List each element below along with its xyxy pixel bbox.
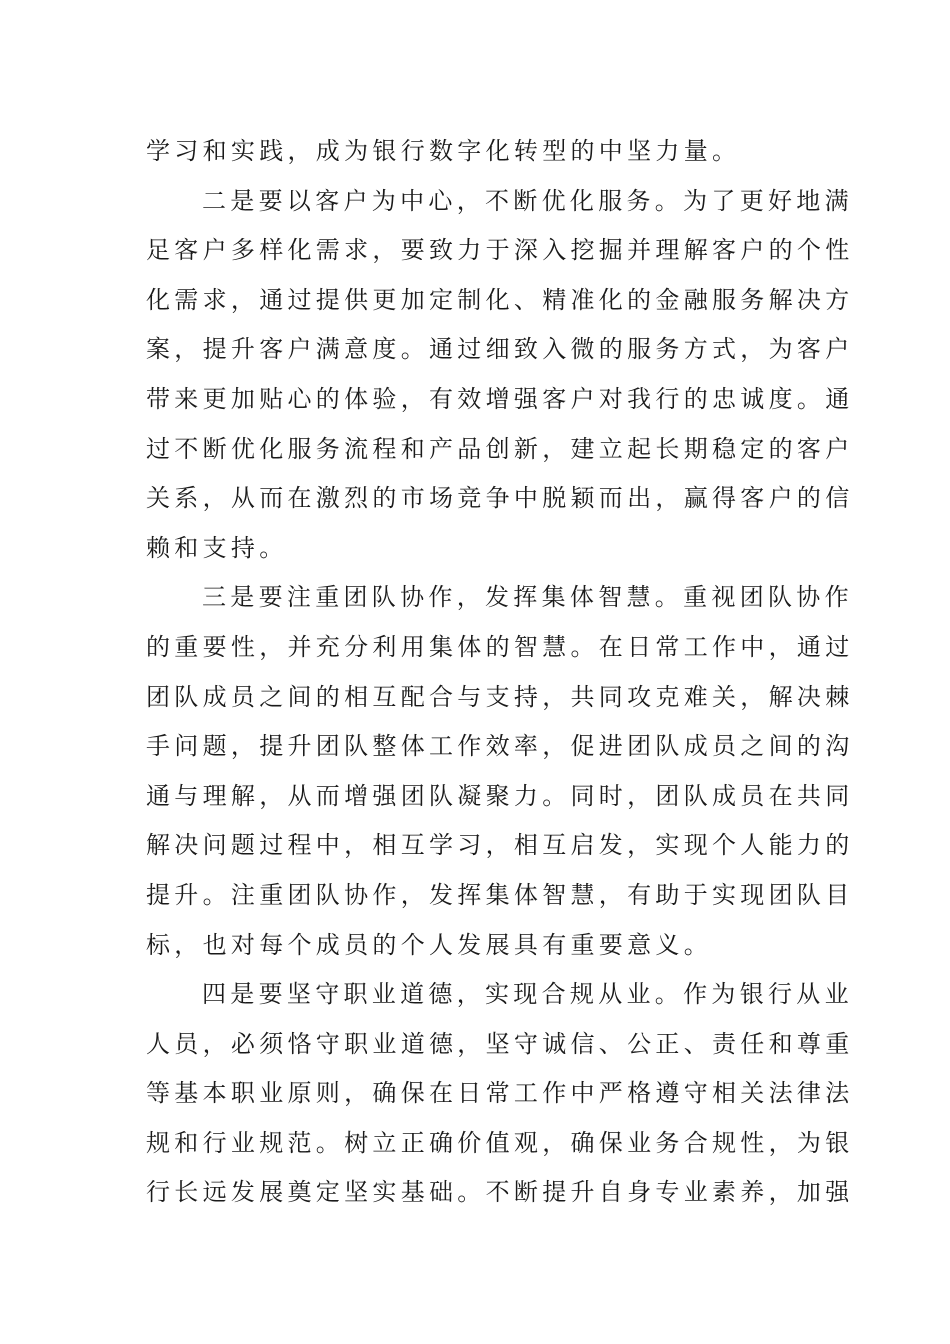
text-line: 的重要性，并充分利用集体的智慧。在日常工作中，通过: [146, 632, 854, 661]
text-line: 足客户多样化需求，要致力于深入挖掘并理解客户的个性: [146, 236, 854, 265]
paragraph-customer: [146, 177, 854, 574]
text-line: 标，也对每个成员的个人发展具有重要意义。: [146, 930, 712, 959]
text-line: 行长远发展奠定坚实基础。不断提升自身专业素养，加强: [146, 1178, 854, 1207]
text-line: 化需求，通过提供更加定制化、精准化的金融服务解决方: [146, 285, 854, 314]
text-line: 四是要坚守职业道德，实现合规从业。作为银行从业: [202, 980, 853, 1009]
text-line: 手问题，提升团队整体工作效率，促进团队成员之间的沟: [146, 732, 854, 761]
text-line: 三是要注重团队协作，发挥集体智慧。重视团队协作: [202, 583, 853, 612]
text-line: 学习和实践，成为银行数字化转型的中坚力量。: [146, 137, 741, 165]
text-line: 规和行业规范。树立正确价值观，确保业务合规性，为银: [146, 1128, 854, 1157]
text-line: 二是要以客户为中心，不断优化服务。为了更好地满: [202, 186, 853, 215]
text-line: 带来更加贴心的体验，有效增强客户对我行的忠诚度。通: [146, 384, 854, 413]
document-body: [146, 127, 854, 1218]
text-line: 关系，从而在激烈的市场竞争中脱颖而出，赢得客户的信: [146, 484, 854, 513]
text-line: 解决问题过程中，相互学习，相互启发，实现个人能力的: [146, 831, 854, 860]
paragraph-teamwork: [146, 573, 854, 970]
text-line: 通与理解，从而增强团队凝聚力。同时，团队成员在共同: [146, 781, 854, 810]
text-line: 团队成员之间的相互配合与支持，共同攻克难关，解决棘: [146, 682, 854, 711]
paragraph-continuation: [146, 127, 806, 177]
text-line: 案，提升客户满意度。通过细致入微的服务方式，为客户: [146, 335, 854, 364]
text-line: 等基本职业原则，确保在日常工作中严格遵守相关法律法: [146, 1079, 854, 1108]
text-line: 过不断优化服务流程和产品创新，建立起长期稳定的客户: [146, 434, 854, 463]
text-line: 赖和支持。: [146, 533, 288, 562]
paragraph-ethics: [146, 970, 854, 1218]
text-line: 提升。注重团队协作，发挥集体智慧，有助于实现团队目: [146, 880, 854, 909]
text-line: 人员，必须恪守职业道德，坚守诚信、公正、责任和尊重: [146, 1029, 854, 1058]
